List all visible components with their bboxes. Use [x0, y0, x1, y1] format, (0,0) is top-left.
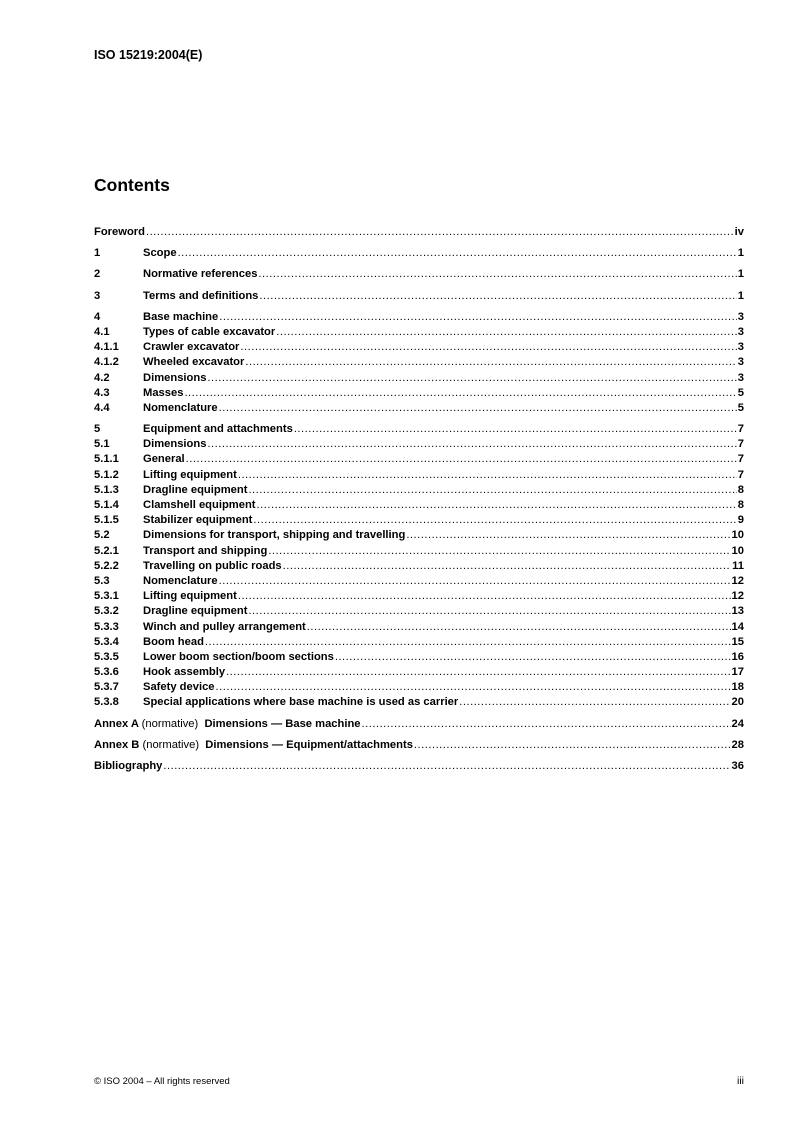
annex-note: (normative): [142, 738, 200, 751]
toc-entry-page: 8: [737, 499, 744, 511]
toc-entry-title: Dimensions for transport, shipping and travelling: [143, 529, 406, 542]
toc-entry[interactable]: [94, 468, 744, 483]
toc-entry[interactable]: [94, 310, 744, 325]
toc-entry-title: Bibliography: [94, 760, 163, 772]
toc-entry-page: 11: [732, 559, 744, 572]
toc-entry-page: 14: [731, 620, 744, 633]
toc-entry[interactable]: [94, 498, 744, 513]
copyright-footer: © ISO 2004 – All rights reserved: [94, 1076, 230, 1087]
toc-entry-title: Dimensions: [143, 371, 207, 384]
dot-leader: [207, 437, 736, 452]
document-id-header: ISO 15219:2004(E): [94, 48, 203, 62]
toc-entry-page: 8: [737, 483, 744, 496]
dot-leader: [163, 759, 730, 774]
toc-entry-number: 5.3.3: [94, 620, 119, 633]
toc-entry-page: 1: [737, 247, 744, 260]
toc-entry[interactable]: [94, 267, 744, 282]
toc-entry-title: Nomenclature: [143, 401, 218, 414]
toc-entry-page: 17: [731, 666, 744, 679]
toc-entry[interactable]: [94, 325, 744, 340]
toc-entry-title: Travelling on public roads: [143, 559, 282, 572]
toc-entry-title: Foreword: [94, 226, 145, 238]
toc-entry-page: 18: [731, 681, 744, 694]
toc-entry-number: 4.1: [94, 325, 110, 338]
toc-entry[interactable]: [94, 759, 744, 774]
dot-leader: [406, 528, 730, 543]
toc-entry-page: 10: [731, 529, 744, 542]
dot-leader: [248, 483, 736, 498]
toc-group: [94, 225, 744, 240]
dot-leader: [184, 386, 736, 401]
toc-entry[interactable]: [94, 680, 744, 695]
toc-entry-title: Types of cable excavator: [143, 325, 276, 338]
toc-entry-number: 5.3.2: [94, 605, 119, 618]
toc-entry[interactable]: [94, 635, 744, 650]
toc-entry-page: 5: [737, 386, 744, 399]
dot-leader: [268, 544, 730, 559]
toc-entry-number: 5.1.4: [94, 499, 119, 511]
toc-entry-title: Wheeled excavator: [143, 356, 245, 369]
toc-entry[interactable]: [94, 422, 744, 437]
dot-leader: [276, 325, 737, 340]
toc-entry[interactable]: [94, 437, 744, 452]
toc-entry-title: Hook assembly: [143, 666, 226, 679]
toc-entry-page: 16: [731, 650, 744, 663]
annex-title: Dimensions — Base machine: [204, 717, 361, 730]
toc-entry-title: Boom head: [143, 635, 204, 648]
toc-group: [94, 759, 744, 774]
toc-entry-page: 1: [737, 268, 744, 281]
toc-entry-page: 13: [731, 605, 744, 618]
dot-leader: [226, 665, 730, 680]
toc-group: [94, 267, 744, 282]
toc-entry-page: 12: [731, 590, 744, 603]
page-title: Contents: [94, 175, 170, 195]
toc-group: [94, 717, 744, 732]
toc-entry-title: Clamshell equipment: [143, 499, 256, 511]
toc-entry[interactable]: [94, 289, 744, 304]
toc-entry[interactable]: [94, 355, 744, 370]
toc-entry-number: 5.2: [94, 529, 110, 542]
dot-leader: [245, 355, 736, 370]
dot-leader: [294, 422, 737, 437]
dot-leader: [238, 468, 737, 483]
annex-label: Annex A: [94, 717, 139, 730]
toc-entry-title: Masses: [143, 386, 184, 399]
toc-entry-number: 5.1.5: [94, 514, 119, 527]
toc-entry-page: 36: [731, 760, 744, 772]
toc-entry-number: 2: [94, 268, 101, 281]
toc-entry[interactable]: [94, 695, 744, 710]
toc-entry-page: 28: [731, 738, 744, 751]
toc-entry-title: Dimensions: [143, 438, 207, 451]
toc-entry-number: 5.2.1: [94, 544, 119, 557]
toc-entry-number: 4.4: [94, 401, 110, 414]
toc-entry-number: 5.3.8: [94, 696, 119, 709]
toc-entry-title: Crawler excavator: [143, 341, 240, 354]
toc-entry-number: 5.3.4: [94, 635, 119, 648]
toc-entry-title: [94, 738, 413, 753]
dot-leader: [414, 738, 731, 753]
toc-entry-page: 24: [731, 717, 744, 730]
toc-entry[interactable]: [94, 386, 744, 401]
toc-entry-title: Lower boom section/boom sections: [143, 650, 334, 663]
toc-entry-title: Terms and definitions: [143, 289, 259, 302]
toc-entry-number: 5.2.2: [94, 559, 119, 572]
toc-entry-page: 3: [737, 371, 744, 384]
toc-entry[interactable]: [94, 401, 744, 416]
toc-entry-title: Equipment and attachments: [143, 423, 293, 436]
dot-leader: [216, 680, 731, 695]
toc-entry-title: Lifting equipment: [143, 468, 237, 481]
toc-entry-title: General: [143, 453, 185, 466]
toc-entry-page: 7: [737, 468, 744, 481]
toc-entry-page: 3: [737, 310, 744, 323]
toc-entry-title: Normative references: [143, 268, 258, 281]
toc-entry-page: 12: [731, 574, 744, 587]
toc-entry-number: 5.3.7: [94, 681, 119, 694]
dot-leader: [362, 717, 731, 732]
dot-leader: [283, 559, 732, 574]
dot-leader: [248, 604, 730, 619]
dot-leader: [307, 620, 731, 635]
toc-entry-page: 10: [731, 544, 744, 557]
toc-entry-title: [94, 717, 361, 732]
dot-leader: [459, 695, 730, 710]
toc-entry[interactable]: [94, 574, 744, 589]
toc-entry[interactable]: [94, 528, 744, 543]
toc-entry-page: 7: [737, 453, 744, 466]
toc-group: [94, 422, 744, 711]
toc-entry-page: 20: [731, 696, 744, 709]
toc-entry-page: 1: [737, 289, 744, 302]
toc-group: [94, 738, 744, 753]
toc-entry-number: 5.1.3: [94, 483, 119, 496]
toc-entry-page: 7: [737, 438, 744, 451]
toc-entry-title: Scope: [143, 247, 177, 260]
toc-entry-number: 5.1.2: [94, 468, 119, 481]
toc-entry-page: 5: [737, 401, 744, 414]
dot-leader: [146, 225, 734, 240]
toc-entry[interactable]: [94, 620, 744, 635]
toc-entry-page: 15: [731, 635, 744, 648]
toc-entry-title: Dragline equipment: [143, 605, 248, 618]
dot-leader: [186, 452, 737, 467]
toc-entry-number: 5.1: [94, 438, 110, 451]
toc-entry[interactable]: [94, 650, 744, 665]
toc-entry-number: 5.3.6: [94, 666, 119, 679]
toc-entry[interactable]: [94, 371, 744, 386]
dot-leader: [219, 574, 731, 589]
dot-leader: [259, 289, 736, 304]
toc-entry-page: 9: [737, 514, 744, 527]
toc-entry[interactable]: [94, 604, 744, 619]
toc-entry-title: Safety device: [143, 681, 215, 694]
dot-leader: [178, 246, 737, 261]
annex-note: (normative): [141, 717, 199, 730]
toc-entry-title: Transport and shipping: [143, 544, 268, 557]
toc-entry[interactable]: [94, 589, 744, 604]
toc-entry-title: Nomenclature: [143, 574, 218, 587]
dot-leader: [335, 650, 731, 665]
toc-entry[interactable]: [94, 246, 744, 261]
toc-entry-title: Base machine: [143, 310, 219, 323]
toc-entry[interactable]: [94, 738, 744, 753]
dot-leader: [257, 498, 737, 513]
toc-entry-page: iv: [734, 226, 744, 238]
toc-entry[interactable]: [94, 225, 744, 240]
toc-entry-number: 4.1.1: [94, 341, 119, 354]
table-of-contents: [94, 225, 744, 780]
dot-leader: [219, 310, 737, 325]
toc-entry-number: 3: [94, 289, 101, 302]
dot-leader: [253, 513, 736, 528]
dot-leader: [240, 340, 736, 355]
toc-entry-number: 5.3.5: [94, 650, 119, 663]
toc-entry-number: 5.3: [94, 574, 110, 587]
dot-leader: [207, 371, 736, 386]
toc-entry-number: 4: [94, 310, 101, 323]
toc-entry[interactable]: [94, 717, 744, 732]
toc-entry-page: 7: [737, 423, 744, 436]
toc-entry[interactable]: [94, 340, 744, 355]
annex-label: Annex B: [94, 738, 140, 751]
toc-group: [94, 289, 744, 304]
toc-entry-title: Lifting equipment: [143, 590, 237, 603]
dot-leader: [219, 401, 737, 416]
toc-entry-title: Special applications where base machine is used as carrier: [143, 696, 459, 709]
toc-entry-number: 5: [94, 423, 101, 436]
page-number: iii: [737, 1075, 744, 1087]
toc-group: [94, 310, 744, 416]
toc-entry-number: 4.2: [94, 371, 110, 384]
toc-entry-title: Dragline equipment: [143, 483, 248, 496]
toc-entry-page: 3: [737, 341, 744, 354]
toc-entry-number: 1: [94, 247, 101, 260]
dot-leader: [238, 589, 731, 604]
toc-entry-page: 3: [737, 325, 744, 338]
toc-entry-number: 5.3.1: [94, 590, 119, 603]
toc-entry[interactable]: [94, 513, 744, 528]
toc-entry[interactable]: [94, 665, 744, 680]
toc-entry-title: Winch and pulley arrangement: [143, 620, 306, 633]
dot-leader: [258, 267, 736, 282]
toc-group: [94, 246, 744, 261]
toc-entry[interactable]: [94, 544, 744, 559]
toc-entry-number: 4.3: [94, 386, 110, 399]
dot-leader: [205, 635, 731, 650]
toc-entry-number: 5.1.1: [94, 453, 119, 466]
toc-entry-page: 3: [737, 356, 744, 369]
annex-title: Dimensions — Equipment/attachments: [205, 738, 413, 751]
toc-entry[interactable]: [94, 483, 744, 498]
toc-entry-title: Stabilizer equipment: [143, 514, 253, 527]
toc-entry[interactable]: [94, 452, 744, 467]
toc-entry-number: 4.1.2: [94, 356, 119, 369]
toc-entry[interactable]: [94, 559, 744, 574]
